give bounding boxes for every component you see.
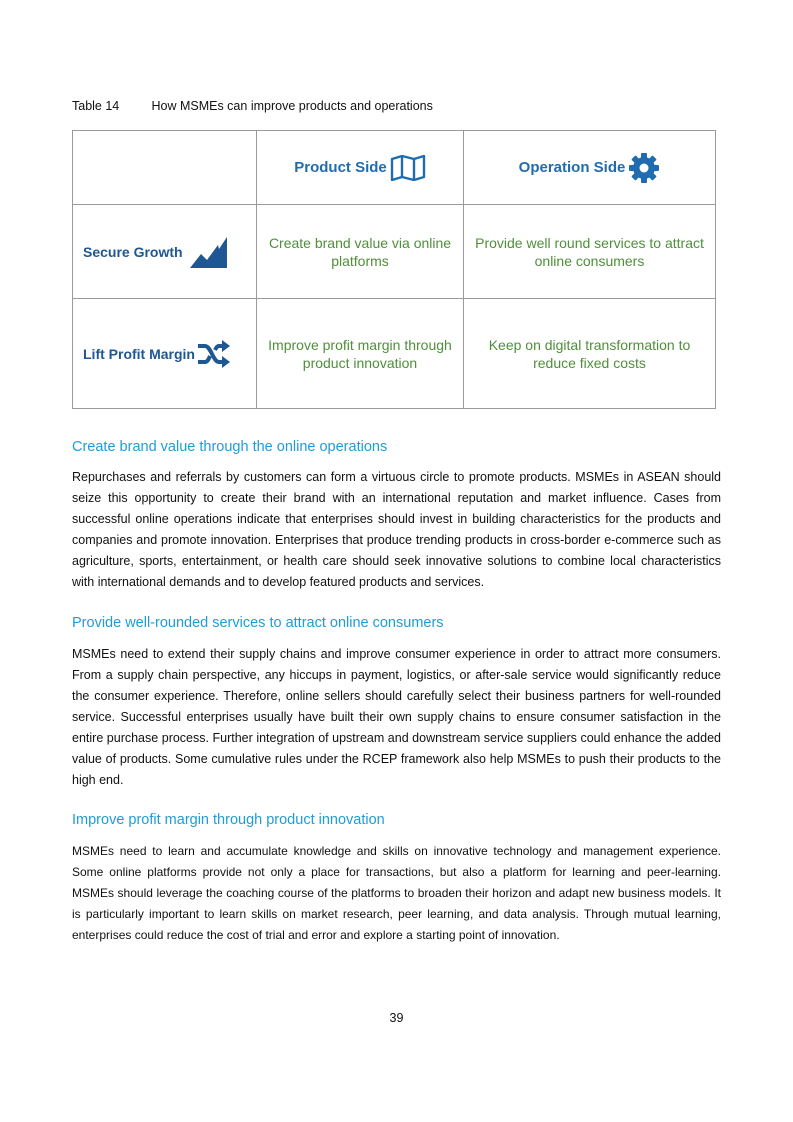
cell-operation-lift-profit-margin (464, 299, 716, 409)
table-number: Table 14 (72, 99, 120, 113)
cell-text: Improve profit margin through product innovation (268, 336, 452, 371)
growth-chart-icon (189, 236, 229, 268)
gear-icon (628, 152, 660, 184)
column-header-operation-side (464, 131, 716, 205)
section-heading-brand-value: Create brand value through the online operations (72, 439, 388, 455)
table-row-lift-profit-margin (73, 299, 716, 409)
row-header-label: Lift Profit Margin (83, 345, 195, 362)
cell-product-secure-growth (257, 205, 464, 299)
map-icon (390, 155, 426, 181)
empty-corner-cell (73, 131, 257, 205)
table-caption (72, 99, 433, 113)
section-heading-product-innovation: Improve profit margin through product innovation (72, 812, 385, 828)
cell-text: Create brand value via online platforms (268, 234, 452, 269)
cell-product-lift-profit-margin (257, 299, 464, 409)
shuffle-icon (197, 340, 231, 368)
row-header-secure-growth (73, 205, 257, 299)
improvement-matrix-table (72, 130, 716, 409)
row-header-lift-profit-margin (73, 299, 257, 409)
column-header-label: Product Side (294, 159, 387, 176)
section-body-product-innovation: MSMEs need to learn and accumulate knowledge and skills on innovative technology and management experience. Some online platforms provide not only a place for transactions, but also a platform for learning and peer-learning. MSMEs should leverage the coaching course of the platforms to broaden their horizon and adapt new business models. It is particularly important to learn skills on market research, peer learning, and data analysis. Through mutual learning, enterprises could reduce the cost of trial and error and explore a starting point of innovation. (72, 844, 721, 942)
page-number: 39 (389, 1011, 404, 1025)
cell-text: Provide well round services to attract online consumers (475, 234, 704, 269)
section-body-brand-value: Repurchases and referrals by customers can form a virtuous circle to promote products. MSMEs in ASEAN should seize this opportunity to create their brand with an international reputation and market influence. Cases from successful online operations indicate that enterprises should invest in building characteristics for the products and companies and promote innovation. Enterprises that produce trending products in cross-border e-commerce such as agriculture, sports, entertainment, or health care should seek innovative solutions to combine local characteristics with international demands and to develop featured products and services. (72, 470, 721, 589)
table-header-row (73, 131, 716, 205)
section-body-services: MSMEs need to extend their supply chains and improve consumer experience in order to attract more consumers. From a supply chain perspective, any hiccups in payment, logistics, or after-sale service would significantly reduce the consumer experience. Therefore, online sellers should carefully select their business partners for well-rounded service. Successful enterprises usually have built their own supply chains to ensure consumer satisfaction in the entire purchase process. Further integration of upstream and downstream service suppliers could enhance the added value of products. Some cumulative rules under the RCEP framework also help MSMEs to push their products to the high end. (72, 647, 721, 787)
column-header-label: Operation Side (518, 159, 626, 176)
column-header-product-side (257, 131, 464, 205)
table-row-secure-growth (73, 205, 716, 299)
cell-operation-secure-growth (464, 205, 716, 299)
table-title: How MSMEs can improve products and operations (151, 99, 433, 113)
cell-text: Keep on digital transformation to reduce fixed costs (488, 336, 691, 371)
row-header-label: Secure Growth (83, 243, 183, 260)
section-heading-services: Provide well-rounded services to attract online consumers (72, 615, 444, 631)
